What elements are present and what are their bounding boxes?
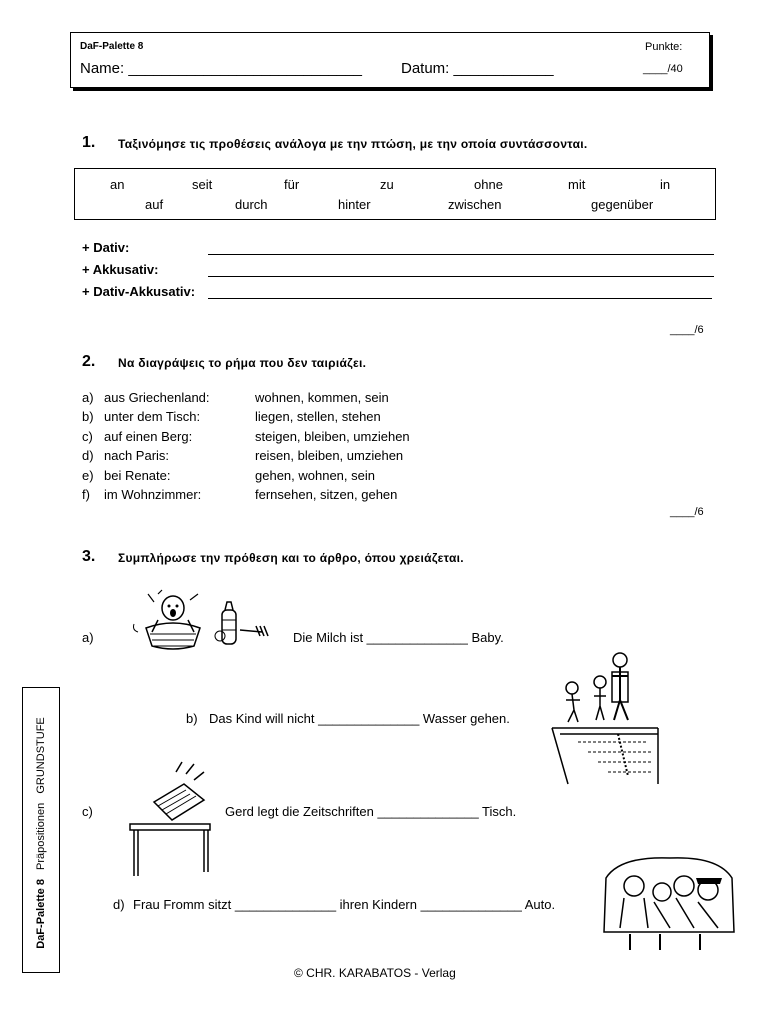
q3a-letter: a) (82, 630, 94, 645)
item-phrase: auf einen Berg: (104, 429, 193, 444)
header-box (70, 32, 710, 88)
dativ-label: + Dativ: (82, 240, 130, 255)
dativ-akkusativ-label: + Dativ-Akkusativ: (82, 284, 196, 299)
q3b-letter: b) (186, 711, 198, 726)
children-pool-icon (548, 648, 660, 784)
prep-word: in (660, 177, 671, 192)
q3b-sentence[interactable]: Das Kind will nicht ______________ Wasser gehen. (209, 711, 510, 726)
punkte-label: Punkte: (645, 41, 683, 53)
datum-field[interactable]: Datum: ____________ (401, 60, 554, 77)
prep-word: zwischen (448, 197, 502, 212)
dativ-akkusativ-answer-line[interactable] (208, 298, 712, 299)
prep-word: durch (235, 197, 268, 212)
sidebar-label-box (22, 687, 60, 973)
prep-word: mit (568, 177, 586, 192)
preposition-box (74, 168, 716, 220)
dativ-answer-line[interactable] (208, 254, 714, 255)
q2-instruction: Να διαγράψεις το ρήμα που δεν ταιριάζει. (118, 356, 367, 370)
q3-number: 3. (82, 548, 96, 565)
item-letter: c) (82, 429, 93, 444)
item-phrase: aus Griechenland: (104, 390, 210, 405)
item-phrase: bei Renate: (104, 468, 171, 483)
baby-icon (128, 590, 218, 660)
total-score: ____/40 (643, 63, 683, 75)
prep-word: gegenüber (591, 197, 654, 212)
item-letter: a) (82, 390, 94, 405)
item-verbs[interactable]: reisen, bleiben, umziehen (255, 448, 404, 463)
item-phrase: nach Paris: (104, 448, 170, 463)
q1-number: 1. (82, 134, 96, 151)
sidebar-topic: Präpositionen (35, 802, 47, 870)
item-letter: d) (82, 448, 94, 463)
item-verbs[interactable]: wohnen, kommen, sein (255, 390, 389, 405)
q1-instruction: Ταξινόμησε τις προθέσεις ανάλογα με την πτώση, με την οποία συντάσσονται. (118, 137, 588, 151)
prep-word: seit (192, 177, 213, 192)
akkusativ-label: + Akkusativ: (82, 262, 159, 277)
q1-score: ____/6 (670, 324, 704, 336)
q3a-sentence[interactable]: Die Milch ist ______________ Baby. (293, 630, 504, 645)
prep-word: für (284, 177, 300, 192)
family-car-icon (600, 848, 738, 952)
books-table-icon (124, 760, 216, 880)
q3d-letter: d) (113, 897, 125, 912)
item-letter: e) (82, 468, 94, 483)
prep-word: auf (145, 197, 164, 212)
item-letter: b) (82, 409, 94, 424)
q3d-sentence[interactable]: Frau Fromm sitzt ______________ ihren Kindern ______________ Auto. (133, 897, 556, 912)
name-field[interactable]: Name: ____________________________ (80, 60, 362, 77)
prep-word: an (110, 177, 125, 192)
publisher-footer: © CHR. KARABATOS - Verlag (294, 966, 456, 980)
q2-score: ____/6 (670, 506, 704, 518)
item-phrase: im Wohnzimmer: (104, 487, 202, 502)
item-verbs[interactable]: gehen, wohnen, sein (255, 468, 375, 483)
milk-bottle-icon (212, 600, 274, 652)
item-verbs[interactable]: liegen, stellen, stehen (255, 409, 381, 424)
sidebar-level: GRUNDSTUFE (35, 717, 47, 794)
header-series: DaF-Palette 8 (80, 41, 144, 52)
prep-word: zu (380, 177, 394, 192)
prep-word: hinter (338, 197, 371, 212)
q3c-sentence[interactable]: Gerd legt die Zeitschriften ______________ Tisch. (225, 804, 517, 819)
q3c-letter: c) (82, 804, 93, 819)
item-verbs[interactable]: steigen, bleiben, umziehen (255, 429, 410, 444)
akkusativ-answer-line[interactable] (208, 276, 714, 277)
item-verbs[interactable]: fernsehen, sitzen, gehen (255, 487, 398, 502)
q2-number: 2. (82, 353, 96, 370)
sidebar-series: DaF-Palette 8 (35, 879, 47, 949)
prep-word: ohne (474, 177, 503, 192)
item-letter: f) (82, 487, 90, 502)
q3-instruction: Συμπλήρωσε την πρόθεση και το άρθρο, όπου χρειάζεται. (118, 551, 464, 565)
item-phrase: unter dem Tisch: (104, 409, 201, 424)
